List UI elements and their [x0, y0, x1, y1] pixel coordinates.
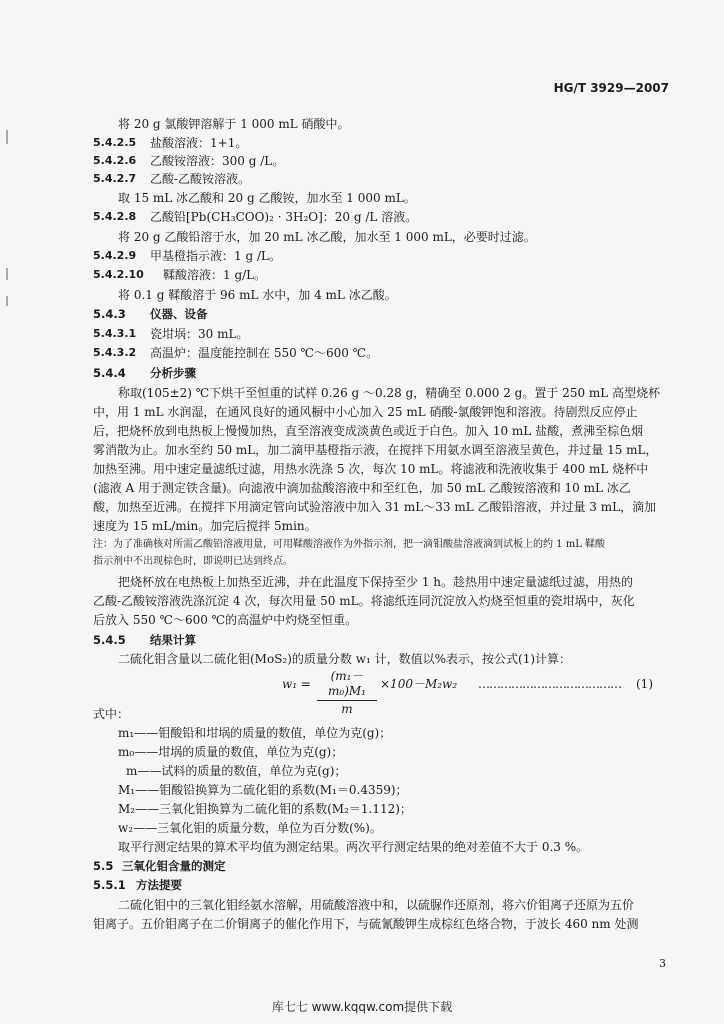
paragraph-line: 雾消散为止。加水至约 50 mL，加二滴甲基橙指示液，在搅拌下用氨水调至溶液呈黄色，并过量 15 mL，: [93, 443, 658, 457]
clause-number: 5.4.2.5: [93, 136, 137, 149]
variable-definition: m——试料的质量的数值，单位为克(g)；: [126, 764, 347, 778]
variable-definition: m₁——钼酸铅和坩埚的质量的数值，单位为克(g)；: [118, 726, 392, 740]
paragraph-line: 取平行测定结果的算术平均值为测定结果。两次平行测定结果的绝对差值不大于 0.3 %。: [118, 840, 589, 854]
scan-mark: [6, 130, 8, 144]
clause-text: 乙酸铅[Pb(CH₃COO)₂ · 3H₂O]：20 g /L 溶液。: [150, 210, 418, 224]
clause-text: 乙酸铵溶液：300 g /L。: [150, 154, 285, 168]
formula-leader-dots: …………………………………: [478, 677, 621, 691]
clause-number: 5.4.3.2: [93, 346, 137, 359]
paragraph-line: 二硫化钼含量以二硫化钼(MoS₂)的质量分数 w₁ 计，数值以%表示，按公式(1)计算：: [118, 652, 572, 666]
section-number: 5.5: [93, 859, 114, 873]
note-line: 指示剂中不出现棕色时，即说明已达到终点。: [93, 556, 293, 567]
paragraph-line: 把烧杯放在电热板上加热至近沸，并在此温度下保持至少 1 h。趁热用中速定量滤纸过滤，用热的: [118, 575, 633, 589]
paragraph-line: 乙酸-乙酸铵溶液洗涤沉淀 4 次，每次用量 50 mL。将滤纸连同沉淀放入灼烧至恒重的瓷坩埚中，灰化: [93, 594, 635, 608]
formula-number: (1): [636, 677, 653, 691]
paragraph-line: 速度为 15 mL/min。加完后搅拌 5min。: [93, 519, 317, 533]
paragraph-line: 后，把烧杯放到电热板上慢慢加热，直至溶液变成淡黄色或近于白色。加入 10 mL 盐酸，煮沸至棕色烟: [93, 424, 644, 438]
section-number: 5.4.4: [93, 366, 126, 380]
variable-definition: w₂——三氧化钼的质量分数，单位为百分数(%)。: [118, 821, 382, 835]
scan-mark: [6, 296, 8, 306]
variable-definition: M₁——钼酸铅换算为二硫化钼的系数(M₁＝0.4359)；: [118, 783, 408, 797]
note-line: 注：为了准确核对所需乙酸铅溶液用量，可用鞣酸溶液作为外指示剂，把一滴钼酸盐溶液滴到试板上的约 1 mL 鞣酸: [93, 539, 606, 550]
paragraph-line: (滤液 A 用于测定铁含量)。向滤液中滴加盐酸溶液中和至红色，加 50 mL 乙酸铵溶液和 10 mL 冰乙: [93, 481, 631, 495]
fraction-bar: [317, 700, 377, 701]
body-line: 将 0.1 g 鞣酸溶于 96 mL 水中，加 4 mL 冰乙酸。: [118, 288, 397, 302]
paragraph-line: 二硫化钼中的三氧化钼经氨水溶解，用硫酸溶液中和，以硫脲作还原剂，将六价钼离子还原为五价: [118, 898, 635, 912]
clause-number: 5.4.2.7: [93, 172, 137, 185]
clause-number: 5.4.2.10: [93, 268, 144, 281]
section-title: 三氧化钼含量的测定: [122, 859, 226, 873]
body-line: 将 20 g 氯酸钾溶解于 1 000 mL 硝酸中。: [118, 117, 350, 131]
section-title: 分析步骤: [150, 366, 196, 380]
paragraph-line: 称取(105±2) ℃下烘干至恒重的试样 0.26 g ～0.28 g，精确至 0.000 2 g。置于 250 mL 高型烧杯: [118, 386, 661, 400]
formula-fraction: [317, 667, 377, 716]
formula-lhs: w₁ =: [282, 677, 311, 691]
clause-text: 甲基橙指示液：1 g /L。: [150, 249, 281, 263]
where-label: 式中：: [93, 707, 130, 721]
body-line: 取 15 mL 冰乙酸和 20 g 乙酸铵，加水至 1 000 mL。: [118, 191, 416, 205]
section-title: 方法提要: [136, 878, 182, 892]
section-number: 5.4.5: [93, 633, 126, 647]
clause-text: 盐酸溶液：1+1。: [150, 136, 248, 150]
page-number: 3: [659, 957, 666, 970]
formula-numerator: (m₁－m₀)M₁: [328, 669, 366, 698]
scan-mark: [6, 268, 8, 280]
paragraph-line: 酸，加热至近沸。在搅拌下用滴定管向试验溶液中加入 31 mL～33 mL 乙酸铅溶液，并过量 3 mL，滴加: [93, 500, 657, 514]
paragraph-line: 中，用 1 mL 水润湿，在通风良好的通风橱中小心加入 25 mL 硝酸-氯酸钾饱和溶液。待剧烈反应停止: [93, 405, 638, 419]
section-title: 仪器、设备: [150, 307, 208, 321]
clause-number: 5.4.2.9: [93, 249, 137, 262]
variable-definition: M₂——三氧化钼换算为二硫化钼的系数(M₂＝1.112)；: [118, 802, 412, 816]
body-line: 将 20 g 乙酸铅溶于水，加 20 mL 冰乙酸，加水至 1 000 mL，必要时过滤。: [118, 230, 536, 244]
formula-denominator: m: [341, 702, 353, 716]
clause-text: 高温炉：温度能控制在 550 ℃～600 ℃。: [150, 346, 379, 360]
clause-text: 鞣酸溶液：1 g/L。: [163, 268, 267, 282]
download-footer: 库七七 www.kqqw.com提供下载: [271, 1000, 453, 1014]
clause-text: 瓷坩埚：30 mL。: [150, 327, 249, 341]
clause-number: 5.4.2.6: [93, 154, 137, 167]
section-number: 5.4.3: [93, 307, 126, 321]
section-number: 5.5.1: [93, 878, 126, 892]
clause-number: 5.4.2.8: [93, 210, 137, 223]
variable-definition: m₀——坩埚的质量的数值，单位为克(g)；: [118, 745, 344, 759]
paragraph-line: 钼离子。五价钼离子在二价铜离子的催化作用下，与硫氰酸钾生成棕红色络合物，于波长 460 nm 处测: [93, 917, 639, 931]
clause-text: 乙酸-乙酸铵溶液。: [150, 172, 251, 186]
paragraph-line: 加热至沸。用中速定量滤纸过滤，用热水洗涤 5 次，每次 10 mL。将滤液和洗液收集于 400 mL 烧杯中: [93, 462, 649, 476]
formula-rhs: ×100－M₂w₂: [380, 677, 458, 691]
section-title: 结果计算: [150, 633, 196, 647]
clause-number: 5.4.3.1: [93, 327, 137, 340]
paragraph-line: 后放入 550 ℃～600 ℃的高温炉中灼烧至恒重。: [93, 613, 358, 627]
standard-number-header: HG/T 3929—2007: [553, 81, 669, 95]
